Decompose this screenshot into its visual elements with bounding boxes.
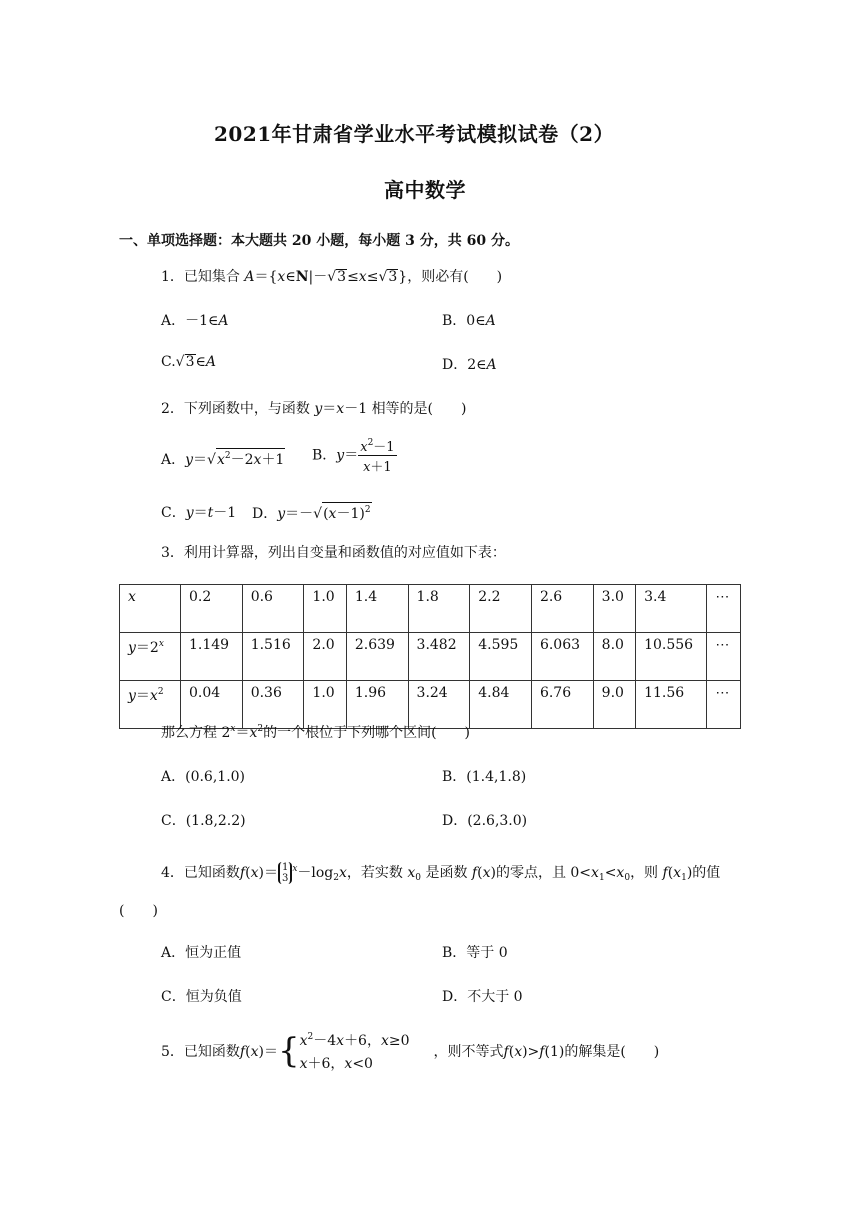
q1-prefix: 1．已知集合 — [161, 269, 240, 285]
q1-suffix: ，则必有( ) — [407, 269, 503, 285]
q2-option-b: B．y＝ $\frac{x^2-1}{x+1}$ — [312, 438, 395, 475]
q3-option-b: B．(1.4,1.8) — [442, 769, 527, 785]
q1-option-b: B．0∈A — [442, 313, 496, 329]
question-1: 1．已知集合 A＝{x∈N|－√ 3≤x≤√ 3}，则必有( ) — [161, 266, 502, 286]
value-table — [119, 584, 741, 729]
q4-option-d: D．不大于 0 — [442, 989, 523, 1005]
q3-option-c: C．(1.8,2.2) — [161, 813, 246, 829]
q3-option-d: D．(2.6,3.0) — [442, 813, 528, 829]
q1-option-a: A．－1∈A — [161, 313, 229, 329]
q2-option-a: A．y＝√ $x^2-2x+1$ — [161, 448, 285, 469]
q4-option-b: B．等于 0 — [442, 945, 508, 961]
page-title: 2021年甘肃省学业水平考试模拟试卷（2） — [214, 122, 615, 146]
q4-paren: ( ) — [119, 903, 158, 919]
question-2: 2．下列函数中，与函数 y＝x－1 相等的是( ) — [161, 401, 467, 417]
question-5: 5．已知函数$f(x)=\{x^2-4x+6$，x≥0 x＋6，x<0，则不等式f(x)>f(1)的解集是( ) — [161, 1031, 660, 1072]
question-4: 4．已知函数f(x)＝ 1 $3^x-\log_2x$，若实数 $x_0$ 是函数 f(x)的零点，且 $0<x_1<x_0$，则 $f(x_1)$的值 — [161, 862, 721, 884]
q2-option-c: C．y＝t－1 — [161, 505, 237, 521]
question-3: 3．利用计算器，列出自变量和函数值的对应值如下表： — [161, 545, 506, 561]
table-row: $y=2^x$ 1.149 1.516 2.0 2.639 3.482 4.595 6.063 8.0 10.556 ⋯ — [120, 633, 741, 681]
section-heading: 一、单项选择题：本大题共 20 小题，每小题 3 分，共 60 分。 — [119, 233, 519, 249]
q4-option-c: C．恒为负值 — [161, 989, 242, 1005]
q1-option-d: D．2∈A — [442, 357, 497, 373]
table-row: $y=x^2$ 0.04 0.36 1.0 1.96 3.24 4.84 6.76 9.0 11.56 ⋯ — [120, 681, 741, 729]
q4-option-a: A．恒为正值 — [161, 945, 242, 961]
q3-follow: 那么方程 $2^x=x^2$的一个根位于下列哪个区间( ) — [161, 724, 471, 741]
q3-option-a: A．(0.6,1.0) — [161, 769, 246, 785]
q1-option-c: C.√ 3∈A — [161, 354, 216, 370]
page-subtitle: 高中数学 — [384, 178, 466, 202]
q2-option-d: D．y＝－√ $(x-1)^2$ — [252, 502, 372, 523]
table-row: x 0.2 0.6 1.0 1.4 1.8 2.2 2.6 3.0 3.4 ⋯ — [120, 585, 741, 633]
